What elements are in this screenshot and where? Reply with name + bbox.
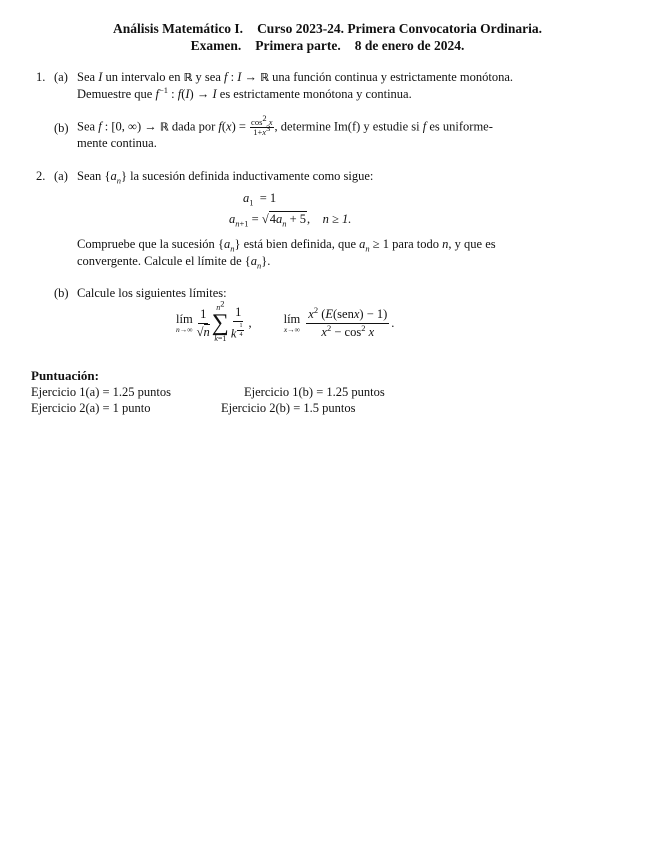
recurrence-a1: $a_1 = 1$ (243, 191, 277, 208)
limit-2: lím x→∞ (283, 311, 301, 334)
exam-header (0, 20, 655, 54)
limit-1: lím n→∞ (176, 311, 193, 334)
subtitle-exam: Examen. (190, 38, 242, 53)
ex1-number: 1. (36, 70, 46, 84)
fraction-1-over-k14: 1 k $^{\frac{1}{4}}$ (230, 304, 243, 341)
ex2a-line3: convergente. Calcule el límite de $\{a_n\}$. (77, 254, 271, 271)
fraction-1-over-sqrtn: $\frac{1}{√n}$ (196, 306, 210, 339)
ex2-number: 2. (36, 169, 46, 183)
ex1a-label: (a) (54, 70, 68, 84)
fraction-E-senx: $\frac{x^2 (E(senx) - 1)}{x^2 - \cos^2 x}$ (308, 304, 388, 339)
ex1b-label: (b) (54, 121, 69, 135)
ex2a-label: (a) (54, 169, 68, 183)
score-item-2a: Ejercicio 2(a) = 1 punto (31, 401, 151, 415)
ex1a-line1: Sea I un intervalo en ℝ y sea f : I → ℝ una función continua y estrictamente monótona. (77, 70, 514, 84)
exam-subtitle (0, 37, 655, 54)
summation-symbol: $n^2$ ∑ k=1 (211, 298, 229, 343)
score-item-1a: Ejercicio 1(a) = 1.25 puntos (31, 385, 171, 399)
subtitle-part: Primera parte. (255, 38, 341, 53)
recurrence-an1: $a_{n+1} = √4a_n + 5$, n ≥ 1. (229, 212, 352, 229)
ex2b-line1: Calcule los siguientes límites: (77, 286, 227, 300)
score-item-1b: Ejercicio 1(b) = 1.25 puntos (244, 385, 385, 399)
score-title: Puntuación: (31, 368, 99, 383)
subtitle-date: 8 de enero de 2024. (354, 38, 465, 53)
ex1b-line2: mente continua. (77, 136, 157, 150)
fraction-cos2-over-1px3: $\frac{\cos^2 x}{1+x^3}$ (251, 113, 273, 137)
ex1a-line2: Demuestre que $f^{-1}$ : f(I) → I es estrictamente monótona y continua. (77, 84, 412, 101)
limits-display: lím n→∞ $\frac{1}{√n}$ $n^2$ ∑ k=1 1 k $^{\frac{1}{4}}$ , lím x→∞ $\frac{x^2 (E(senx) - 1)}{x^2 - \cos^2 x}$ . (176, 298, 395, 343)
ex1b-line1: Sea f : [0, ∞) → ℝ dada por f(x) = $\frac{\cos^2 x}{1+x^3}$ , determine Im(f) y estudie si f es uniforme- (77, 113, 493, 137)
score-item-2b: Ejercicio 2(b) = 1.5 puntos (221, 401, 356, 415)
title-course-info: Curso 2023-24. Primera Convocatoria Ordinaria. (257, 21, 543, 36)
ex2a-line1: Sean $\{a_n\}$ la sucesión definida inductivamente como sigue: (77, 169, 374, 186)
ex2b-label: (b) (54, 286, 69, 300)
title-course-name: Análisis Matemático I. (112, 21, 244, 36)
exam-title (0, 20, 655, 37)
ex2a-line2: Compruebe que la sucesión $\{a_n\}$ está bien definida, que $a_n \ge 1$ para todo n, y que es (77, 237, 496, 254)
